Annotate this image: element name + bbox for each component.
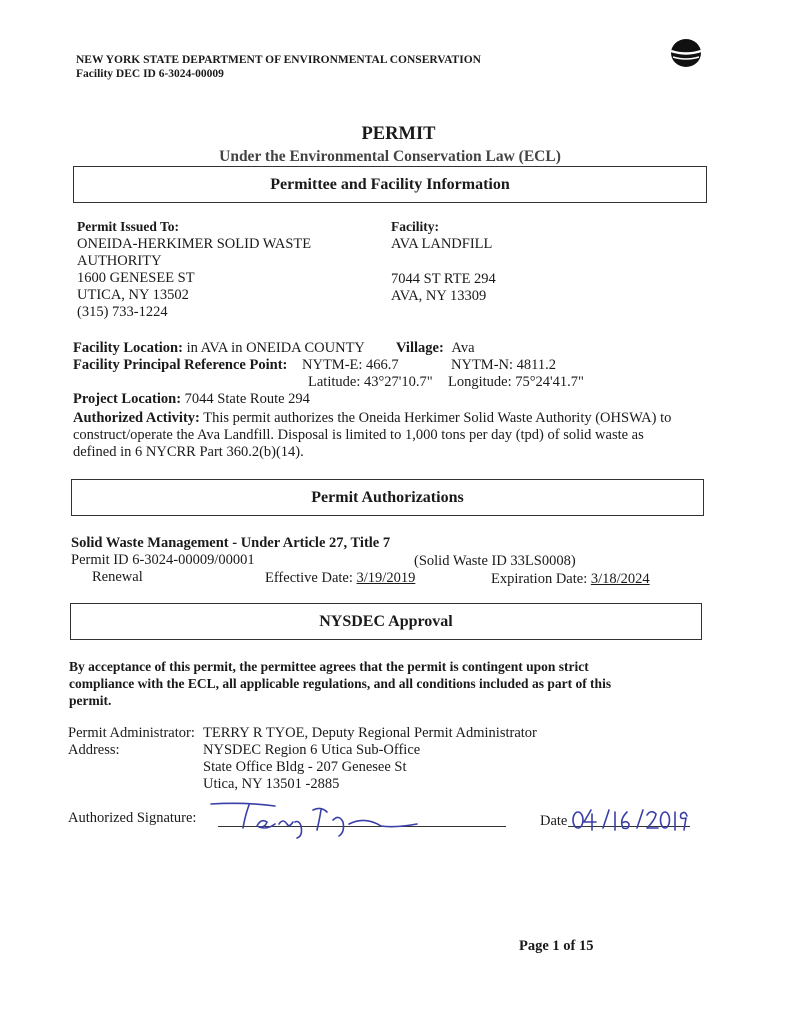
permittee-line: (315) 733-1224: [77, 304, 168, 320]
permit-type: Renewal: [92, 569, 143, 585]
handwritten-date: [571, 806, 691, 832]
section-nysdec-approval: [70, 603, 702, 640]
permit-title: PERMIT: [361, 124, 436, 144]
expiration-date-label: Expiration Date:: [491, 571, 588, 587]
dec-logo-icon: [670, 38, 702, 68]
facility-dec-id: Facility DEC ID 6-3024-00009: [76, 68, 224, 80]
handwritten-signature: [205, 800, 420, 842]
approval-statement-line: compliance with the ECL, all applicable regulations, and all conditions included as part of this: [69, 676, 612, 691]
section-title: Permit Authorizations: [311, 489, 464, 506]
facility-address-line: 7044 ST RTE 294: [391, 271, 496, 287]
signature-label: Authorized Signature:: [68, 810, 197, 826]
address-line: NYSDEC Region 6 Utica Sub-Office: [203, 742, 421, 758]
permittee-line: 1600 GENESEE ST: [77, 270, 195, 286]
latitude: Latitude: 43°27'10.7": [308, 374, 433, 390]
authorized-activity-text: This permit authorizes the Oneida Herkimer Solid Waste Authority (OHSWA) to: [203, 410, 672, 426]
expiration-date: [491, 571, 650, 588]
village-label: Village:: [396, 340, 444, 356]
permit-id: Permit ID 6-3024-00009/00001: [71, 552, 255, 568]
project-location-label: Project Location:: [73, 391, 182, 407]
authorized-activity: [73, 410, 671, 427]
nytm-n: NYTM-N: 4811.2: [451, 357, 556, 373]
administrator-value: TERRY R TYOE, Deputy Regional Permit Administrator: [203, 725, 537, 741]
permit-subtitle: Under the Environmental Conservation Law (ECL): [219, 148, 561, 165]
project-location: [73, 391, 310, 408]
effective-date-value: 3/19/2019: [356, 570, 416, 586]
authorized-activity-text: construct/operate the Ava Landfill. Disposal is limited to 1,000 tons per day (tpd) of solid waste as: [73, 427, 644, 443]
address-line: Utica, NY 13501 -2885: [203, 776, 340, 792]
address-label: Address:: [68, 742, 120, 758]
facility-label: Facility:: [391, 219, 439, 234]
village: [396, 340, 475, 357]
facility-location-label: Facility Location:: [73, 340, 183, 356]
authorization-heading: Solid Waste Management - Under Article 27, Title 7: [71, 535, 391, 551]
administrator-label: Permit Administrator:: [68, 725, 195, 741]
authorized-activity-text: defined in 6 NYCRR Part 360.2(b)(14).: [73, 444, 304, 460]
address-line: State Office Bldg - 207 Genesee St: [203, 759, 407, 775]
expiration-date-value: 3/18/2024: [590, 571, 650, 587]
section-permittee-facility: [73, 166, 707, 203]
effective-date-label: Effective Date:: [265, 570, 353, 586]
section-title: NYSDEC Approval: [319, 613, 453, 630]
facility-address-line: AVA, NY 13309: [391, 288, 487, 304]
approval-statement-line: By acceptance of this permit, the permittee agrees that the permit is contingent upon strict: [69, 659, 589, 674]
page-number: Page 1 of 15: [519, 938, 594, 954]
agency-name: NEW YORK STATE DEPARTMENT OF ENVIRONMENTAL CONSERVATION: [76, 54, 481, 66]
approval-statement-line: permit.: [69, 693, 112, 708]
longitude: Longitude: 75°24'41.7": [448, 374, 584, 390]
effective-date: [265, 570, 415, 587]
solid-waste-id: (Solid Waste ID 33LS0008): [414, 553, 576, 569]
village-value: Ava: [451, 340, 475, 356]
facility-location: [73, 340, 365, 357]
permittee-label: Permit Issued To:: [77, 219, 180, 234]
facility-name: AVA LANDFILL: [391, 236, 493, 252]
date-label: Date: [540, 813, 568, 829]
permittee-line: UTICA, NY 13502: [77, 287, 189, 303]
project-location-value: 7044 State Route 294: [184, 391, 310, 407]
section-title: Permittee and Facility Information: [270, 176, 510, 193]
facility-location-value: in AVA in ONEIDA COUNTY: [186, 340, 365, 356]
authorized-activity-label: Authorized Activity:: [73, 410, 200, 426]
reference-point-label: Facility Principal Reference Point:: [73, 357, 288, 373]
section-permit-authorizations: [71, 479, 704, 516]
nytm-e: NYTM-E: 466.7: [302, 357, 399, 373]
permittee-line: ONEIDA-HERKIMER SOLID WASTE: [77, 236, 312, 252]
permittee-line: AUTHORITY: [77, 253, 162, 269]
